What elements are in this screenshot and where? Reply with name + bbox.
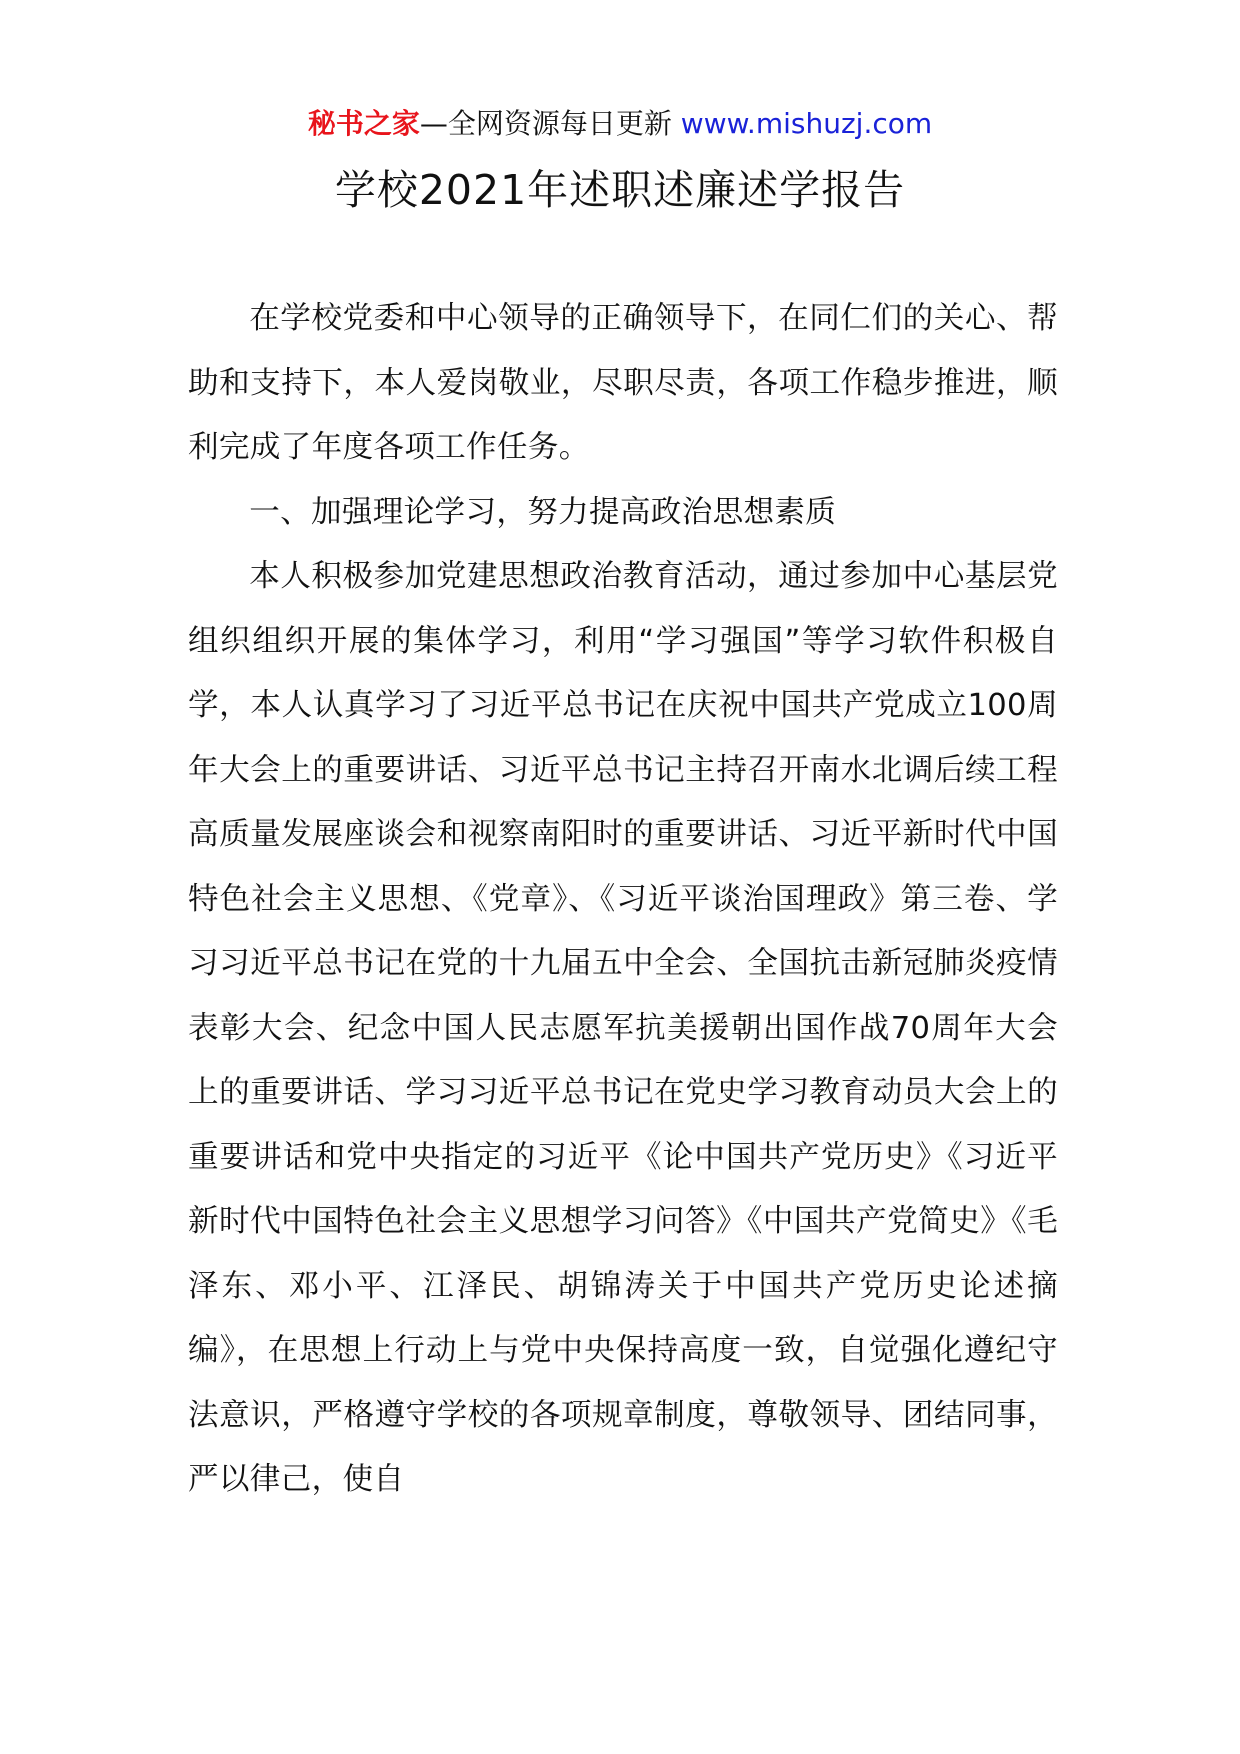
document-body: [188, 287, 1058, 1513]
brand-name: 秘书之家: [307, 107, 420, 140]
section-heading: 一、加强理论学习，努力提高政治思想素质: [249, 494, 837, 530]
site-header: [0, 104, 1240, 144]
paragraph-study: 本人积极参加党建思想政治教育活动，通过参加中心基层党组织组织开展的集体学习，利用“学习强国”等学习软件积极自学，本人认真学习了习近平总书记在庆祝中国共产党成立100周年大会上的重要讲话、习近平总书记主持召开南水北调后续工程高质量发展座谈会和视察南阳时的重要讲话、习近平新时代中国特色社会主义思想、《党章》、《习近平谈治国理政》第三卷、学习习近平总书记在党的十九届五中全会、全国抗击新冠肺炎疫情表彰大会、纪念中国人民志愿军抗美援朝出国作战70周年大会上的重要讲话、学习习近平总书记在党史学习教育动员大会上的重要讲话和党中央指定的习近平《论中国共产党历史》《习近平新时代中国特色社会主义思想学习问答》《中国共产党简史》《毛泽东、邓小平、江泽民、胡锦涛关于中国共产党历史论述摘编》，在思想上行动上与党中央保持高度一致，自觉强化遵纪守法意识，严格遵守学校的各项规章制度，尊敬领导、团结同事，严以律己，使自: [188, 559, 1058, 1497]
header-tagline: —全网资源每日更新: [419, 107, 672, 140]
document-title: 学校2021年述职述廉述学报告: [334, 166, 906, 214]
paragraph-intro: 在学校党委和中心领导的正确领导下，在同仁们的关心、帮助和支持下，本人爱岗敬业，尽职尽责，各项工作稳步推进，顺利完成了年度各项工作任务。: [188, 301, 1058, 465]
site-url-link[interactable]: www.mishuzj.com: [680, 107, 933, 140]
